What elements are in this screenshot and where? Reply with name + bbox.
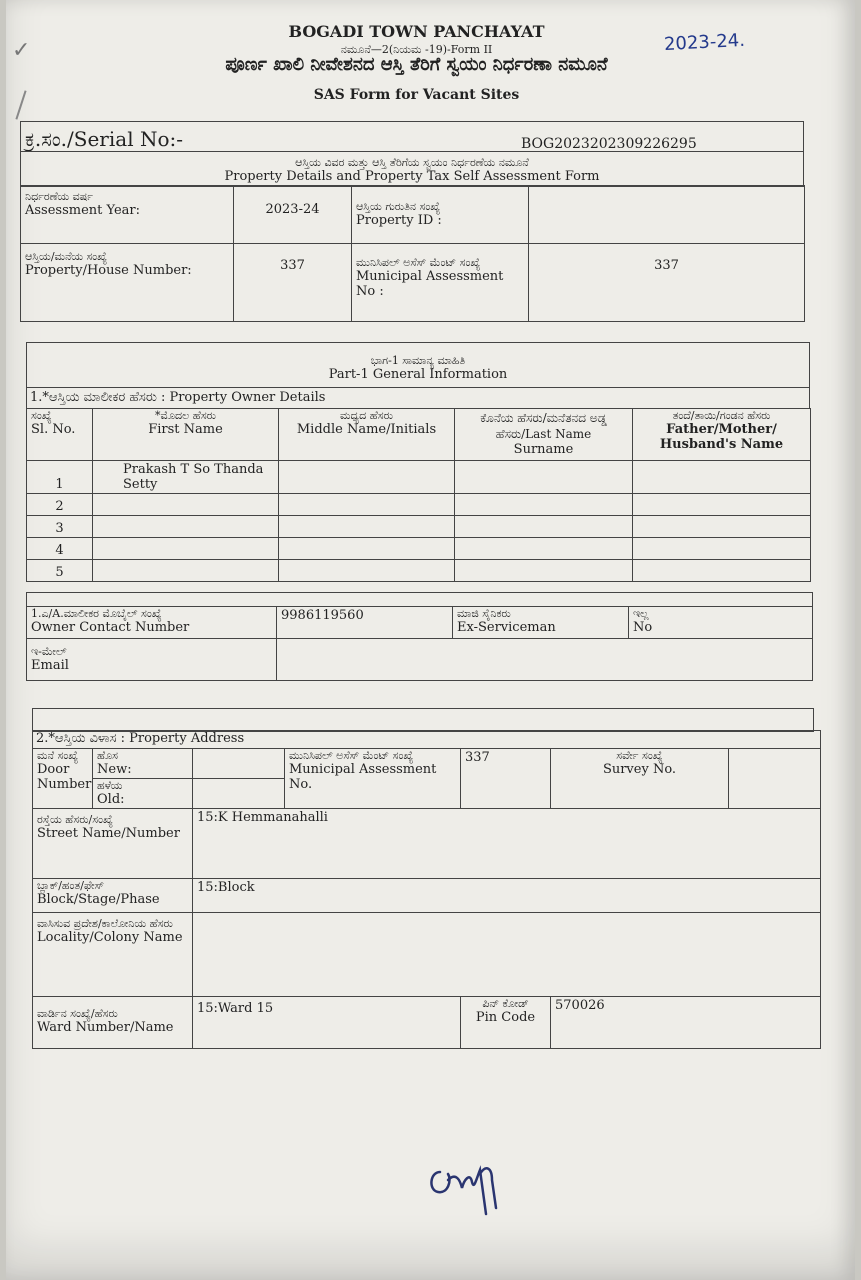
property-details-title-en: Property Details and Property Tax Self Assessment Form — [224, 169, 600, 184]
contact-table — [26, 592, 813, 681]
address-top-border — [32, 708, 814, 732]
pin-code-value: 570026 — [551, 997, 821, 1049]
owner-mobile-label: 1.ಎ/A.ಮಾಲೀಕರ ಮೊಬೈಲ್ ಸಂಖ್ಯೆ Owner Contact Number — [27, 607, 277, 639]
door-old-value — [193, 779, 285, 809]
locality-value — [193, 913, 821, 997]
door-old-label: ಹಳೆಯ Old: — [93, 779, 193, 809]
col-sl-no: ಸಂಖ್ಯೆ Sl. No. — [27, 409, 93, 461]
street-value: 15:K Hemmanahalli — [193, 809, 821, 879]
signature-icon — [426, 1150, 516, 1220]
form-title-kannada: ಪೂರ್ಣ ಖಾಲಿ ನೀವೇಶನದ ಆಸ್ತಿ ತೆರಿಗೆ ಸ್ವಯಂ ನಿರ್ಧರಣಾ ನಮೂನೆ — [225, 54, 608, 75]
pen-mark-icon: ✓ — [12, 38, 31, 63]
col-father-name: ತಂದೆ/ತಾಯಿ/ಗಂಡನ ಹೆಸರು Father/Mother/ Husband's Name — [633, 409, 811, 461]
property-id-label: ಆಸ್ತಿಯ ಗುರುತಿನ ಸಂಖ್ಯೆ Property ID : — [352, 186, 529, 244]
door-new-value — [193, 749, 285, 779]
property-details-table — [20, 185, 805, 322]
door-new-label: ಹೊಸ New: — [93, 749, 193, 779]
survey-number-value — [729, 749, 821, 809]
ex-serviceman-label: ಮಾಜಿ ಸೈನಿಕರು Ex-Serviceman — [453, 607, 629, 639]
serial-row — [20, 121, 804, 152]
form-title-english: SAS Form for Vacant Sites — [313, 87, 520, 103]
locality-label: ವಾಸಿಸುವ ಪ್ರದೇಶ/ಕಾಲೋನಿಯ ಹೆಸರು Locality/Colony Name — [33, 913, 193, 997]
assessment-year-value: 2023-24 — [234, 186, 352, 244]
address-municipal-value: 337 — [461, 749, 551, 809]
ex-serviceman-value: ಇಲ್ಲ No — [629, 607, 813, 639]
owner-first-name: Prakash T So Thanda Setty — [93, 461, 279, 494]
block-label: ಬ್ಲಾಕ್/ಹಂತ/ಫೇಸ್ Block/Stage/Phase — [33, 879, 193, 913]
form-reference: ನಮೂನೆ—2(ನಿಯಮ -19)-Form II — [340, 43, 493, 56]
table-row: 5 — [27, 560, 811, 582]
pin-code-label: ಪಿನ್ ಕೋಡ್ Pin Code — [461, 997, 551, 1049]
property-details-title — [20, 151, 804, 187]
col-last-name: ಕೊನೆಯ ಹೆಸರು/ಮನೆತನದ ಅಡ್ಡ ಹೆಸರು/Last Name Surname — [455, 409, 633, 461]
municipal-assessment-value: 337 — [529, 244, 805, 322]
part1-title — [26, 342, 810, 388]
table-row: 4 — [27, 538, 811, 560]
office-name: BOGADI TOWN PANCHAYAT — [288, 22, 545, 41]
serial-value: BOG2023202309226295 — [521, 136, 697, 152]
house-number-label: ಆಸ್ತಿಯ/ಮನೆಯ ಸಂಖ್ಯೆ Property/House Number: — [21, 244, 234, 322]
part1-title-kn: ಭಾಗ-1 ಸಾಮಾನ್ಯ ಮಾಹಿತಿ — [370, 354, 466, 367]
col-first-name: *ಮೊದಲ ಹೆಸರು First Name — [93, 409, 279, 461]
address-table — [32, 730, 821, 1049]
block-value: 15:Block — [193, 879, 821, 913]
table-row: 2 — [27, 494, 811, 516]
owner-table-header — [27, 409, 811, 461]
municipal-assessment-label: ಮುನಿಸಿಪಲ್ ಅಸೆಸ್ ಮೆಂಟ್ ಸಂಖ್ಯೆ Municipal Assessment No : — [352, 244, 529, 322]
owner-table — [26, 408, 811, 582]
table-row: 1 Prakash T So Thanda Setty — [27, 461, 811, 494]
table-row: 3 — [27, 516, 811, 538]
email-value — [277, 639, 813, 681]
door-number-label: ಮನೆ ಸಂಖ್ಯೆ Door Number — [33, 749, 93, 809]
property-id-value — [529, 186, 805, 244]
owner-details-heading: 1.*ಆಸ್ತಿಯ ಮಾಲೀಕರ ಹೆಸರು : Property Owner Details — [26, 386, 810, 408]
address-municipal-label: ಮುನಿಸಿಪಲ್ ಅಸೆಸ್ ಮೆಂಟ್ ಸಂಖ್ಯೆ Municipal Assessment No. — [285, 749, 461, 809]
owner-mobile-value: 9986119560 — [277, 607, 453, 639]
ward-label: ವಾರ್ಡಿನ ಸಂಖ್ಯೆ/ಹೆಸರು Ward Number/Name — [33, 997, 193, 1049]
serial-label: ಕ್ರ.ಸಂ./Serial No:- — [25, 127, 183, 151]
address-heading: 2.*ಆಸ್ತಿಯ ವಿಳಾಸ : Property Address — [33, 731, 821, 749]
part1-title-en: Part-1 General Information — [328, 367, 508, 382]
ward-value: 15:Ward 15 — [193, 997, 461, 1049]
survey-number-label: ಸರ್ವೇ ಸಂಖ್ಯೆ Survey No. — [551, 749, 729, 809]
col-middle-name: ಮಧ್ಯದ ಹೆಸರು Middle Name/Initials — [279, 409, 455, 461]
house-number-value: 337 — [234, 244, 352, 322]
assessment-year-label: ನಿರ್ಧರಣೆಯ ವರ್ಷ Assessment Year: — [21, 186, 234, 244]
property-details-title-kn: ಆಸ್ತಿಯ ವಿವರ ಮತ್ತು ಆಸ್ತಿ ತೆರಿಗೆಯ ಸ್ವಯಂ ನಿರ್ಧರಣೆಯ ನಮೂನೆ — [295, 156, 529, 169]
email-label: ಇ-ಮೇಲ್ Email — [27, 639, 277, 681]
handwritten-year: 2023-24. — [663, 29, 746, 56]
street-label: ರಸ್ತೆಯ ಹೆಸರು/ಸಂಖ್ಯೆ Street Name/Number — [33, 809, 193, 879]
form-sheet — [6, 0, 855, 1280]
